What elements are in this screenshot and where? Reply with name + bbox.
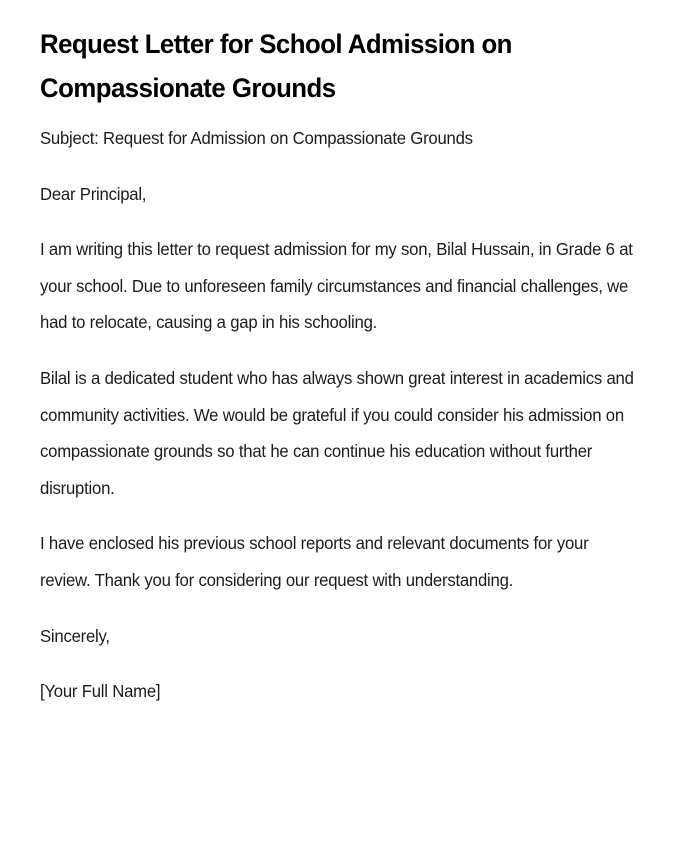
paragraph-body: Bilal is a dedicated student who has always shown great interest in academics and community activities. We would be grateful if you could consider his admission on compassionate grounds so that he can continue his education without further disruption.: [40, 367, 634, 498]
letter-body: [40, 120, 660, 710]
paragraph-intro: I am writing this letter to request admission for my son, Bilal Hussain, in Grade 6 at your school. Due to unforeseen family circumstances and financial challenges, we had to relocate, causing a gap in his schooling.: [40, 239, 633, 333]
paragraph-signature: [Your Full Name]: [40, 681, 161, 702]
page-title: Request Letter for School Admission on Compassionate Grounds: [40, 29, 512, 103]
paragraph-subject: Subject: Request for Admission on Compassionate Grounds: [40, 128, 473, 148]
paragraph-enclosure: I have enclosed his previous school reports and relevant documents for your review. Thank you for considering our request with understanding.: [40, 533, 589, 590]
paragraph-closing: Sincerely,: [40, 625, 110, 646]
paragraph-salutation: Dear Principal,: [40, 183, 147, 204]
